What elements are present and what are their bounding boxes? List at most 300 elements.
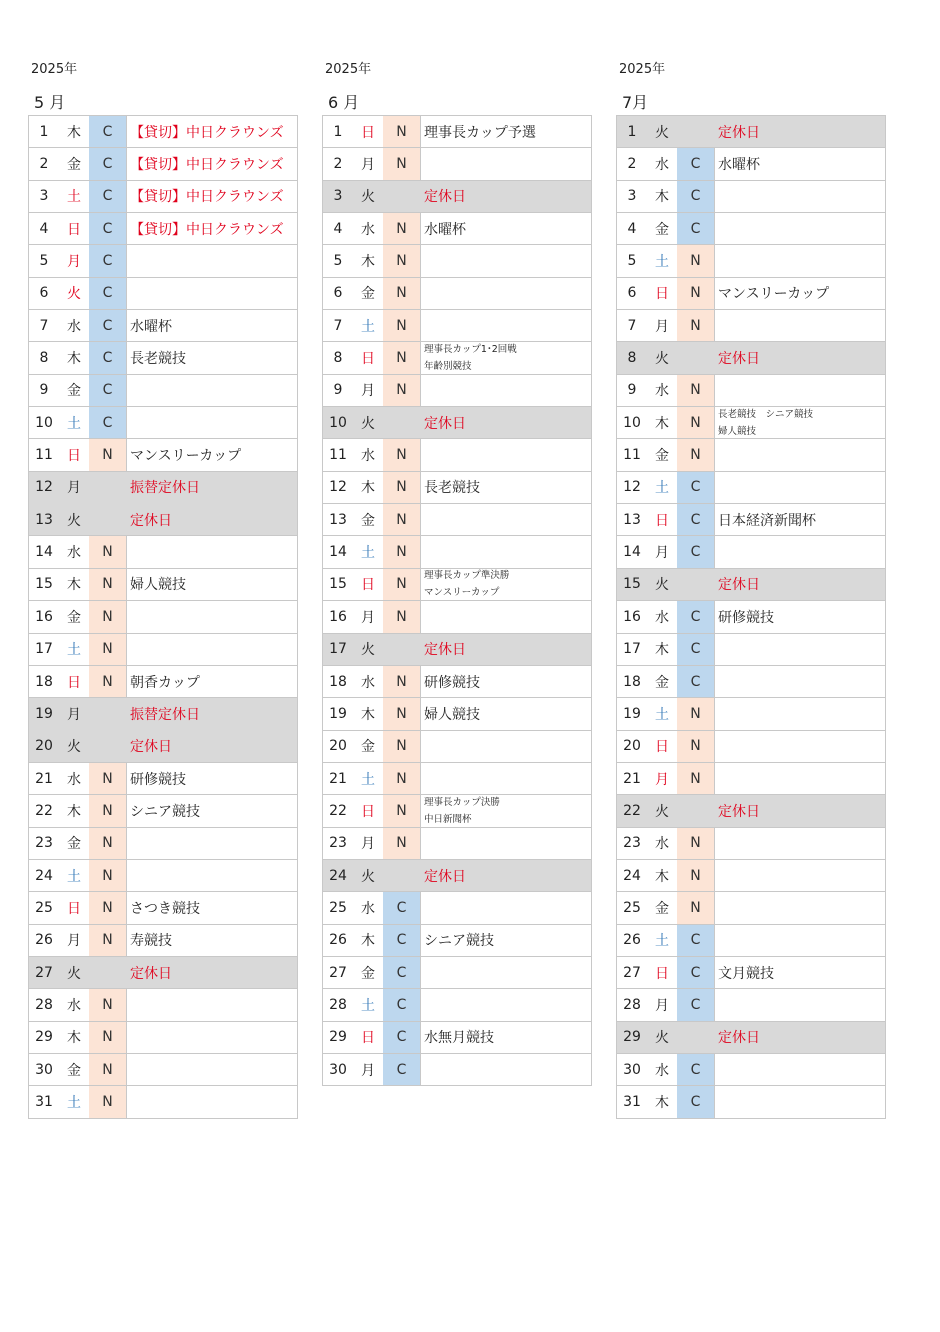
weekday: 金	[67, 157, 81, 174]
event-cell: 【貸切】中日クラウンズ	[126, 116, 297, 147]
day-number: 5	[627, 253, 637, 270]
event-cell: 長老競技	[126, 342, 297, 373]
day-number: 27	[329, 964, 347, 981]
weekday: 水	[361, 448, 375, 465]
calendar-row	[29, 731, 297, 763]
day-number: 7	[627, 317, 637, 334]
day-number: 26	[35, 932, 53, 949]
day-number: 30	[35, 1061, 53, 1078]
weekday: 月	[361, 383, 375, 400]
calendar-row	[29, 828, 297, 860]
course-code: N	[89, 763, 126, 794]
event-cell	[126, 1086, 297, 1117]
course-code: N	[89, 1086, 126, 1117]
course-code: C	[383, 989, 420, 1020]
month-label: 5 月	[34, 93, 66, 112]
course-code: N	[383, 148, 420, 179]
day-number: 25	[35, 899, 53, 916]
course-code: C	[89, 148, 126, 179]
calendar-row	[617, 148, 885, 180]
course-code: N	[89, 439, 126, 470]
weekday: 月	[655, 318, 669, 335]
weekday: 土	[361, 318, 375, 335]
calendar-row	[323, 504, 591, 536]
calendar-row	[617, 666, 885, 698]
weekday: 木	[655, 415, 669, 432]
weekday: 金	[655, 674, 669, 691]
day-number: 25	[329, 899, 347, 916]
weekday: 水	[361, 900, 375, 917]
event-cell	[714, 536, 885, 567]
course-code: C	[677, 504, 714, 535]
weekday: 日	[361, 577, 375, 594]
event-cell	[714, 1054, 885, 1085]
day-number: 26	[623, 932, 641, 949]
day-number: 8	[627, 350, 637, 367]
day-number: 28	[35, 996, 53, 1013]
course-code	[383, 860, 420, 891]
event-cell: 寿競技	[126, 925, 297, 956]
event-line: 理事長カップ決勝	[424, 796, 500, 808]
course-code: N	[383, 698, 420, 729]
calendar-row	[29, 763, 297, 795]
event-cell	[714, 213, 885, 244]
calendar-row	[323, 342, 591, 374]
day-number: 15	[329, 576, 347, 593]
event-cell	[714, 925, 885, 956]
calendar-row	[617, 504, 885, 536]
course-code: N	[383, 213, 420, 244]
event-line: 婦人競技	[718, 425, 757, 437]
weekday: 水	[67, 545, 81, 562]
event-cell: マンスリーカップ	[714, 278, 885, 309]
calendar-row	[323, 731, 591, 763]
course-code: N	[677, 828, 714, 859]
weekday: 木	[655, 868, 669, 885]
calendar-row	[617, 989, 885, 1021]
event-cell: 定休日	[714, 116, 885, 147]
calendar-row	[29, 925, 297, 957]
event-cell	[420, 892, 591, 923]
event-cell	[420, 536, 591, 567]
course-code: N	[383, 828, 420, 859]
day-number: 29	[35, 1029, 53, 1046]
calendar-row	[29, 601, 297, 633]
event-cell	[126, 278, 297, 309]
calendar-row	[617, 795, 885, 827]
weekday: 金	[67, 383, 81, 400]
weekday: 金	[67, 609, 81, 626]
event-cell	[714, 698, 885, 729]
course-code: N	[89, 1022, 126, 1053]
event-cell	[714, 666, 885, 697]
event-cell: 婦人競技	[126, 569, 297, 600]
course-code: N	[383, 116, 420, 147]
course-code: N	[89, 925, 126, 956]
day-number: 25	[623, 899, 641, 916]
weekday: 日	[67, 900, 81, 917]
course-code	[677, 342, 714, 373]
day-number: 9	[333, 382, 343, 399]
course-code	[677, 1022, 714, 1053]
weekday: 水	[67, 318, 81, 335]
weekday: 土	[361, 997, 375, 1014]
calendar-row	[323, 763, 591, 795]
course-code: C	[677, 957, 714, 988]
weekday: 土	[67, 868, 81, 885]
calendar-row	[29, 213, 297, 245]
event-cell: 【貸切】中日クラウンズ	[126, 213, 297, 244]
course-code: C	[89, 375, 126, 406]
calendar-row	[617, 213, 885, 245]
event-cell: 文月競技	[714, 957, 885, 988]
day-number: 10	[329, 414, 347, 431]
weekday: 水	[655, 383, 669, 400]
calendar-row	[323, 666, 591, 698]
event-cell: 長老競技	[420, 472, 591, 503]
weekday: 金	[655, 448, 669, 465]
course-code: N	[677, 698, 714, 729]
day-number: 3	[333, 188, 343, 205]
day-number: 2	[39, 156, 49, 173]
course-code: C	[677, 181, 714, 212]
calendar-row	[29, 472, 297, 504]
weekday: 金	[67, 1062, 81, 1079]
event-cell: 定休日	[714, 342, 885, 373]
course-code: C	[89, 116, 126, 147]
weekday: 水	[655, 1062, 669, 1079]
day-number: 22	[35, 802, 53, 819]
course-code: N	[89, 795, 126, 826]
calendar-row	[323, 989, 591, 1021]
day-number: 14	[35, 544, 53, 561]
weekday: 月	[67, 933, 81, 950]
course-code: N	[383, 439, 420, 470]
course-code: N	[383, 601, 420, 632]
day-number: 24	[35, 867, 53, 884]
calendar-row	[617, 375, 885, 407]
calendar-row	[323, 116, 591, 148]
event-cell: 研修競技	[420, 666, 591, 697]
course-code: C	[383, 892, 420, 923]
course-code: N	[383, 569, 420, 600]
event-cell: 振替定休日	[126, 472, 297, 503]
calendar-row	[323, 310, 591, 342]
weekday: 木	[655, 642, 669, 659]
weekday: 金	[361, 286, 375, 303]
calendar-row	[617, 828, 885, 860]
event-cell	[126, 634, 297, 665]
event-cell	[126, 1054, 297, 1085]
day-number: 18	[623, 673, 641, 690]
calendar-row	[29, 892, 297, 924]
day-number: 9	[39, 382, 49, 399]
event-cell	[420, 828, 591, 859]
weekday: 金	[361, 965, 375, 982]
calendar-row	[617, 245, 885, 277]
calendar-row	[617, 860, 885, 892]
course-code: N	[383, 731, 420, 762]
event-cell	[126, 407, 297, 438]
course-code: N	[89, 601, 126, 632]
calendar-row	[617, 181, 885, 213]
course-code: N	[677, 860, 714, 891]
day-number: 6	[627, 285, 637, 302]
event-cell	[420, 795, 591, 826]
course-code: C	[677, 601, 714, 632]
weekday: 日	[655, 286, 669, 303]
event-cell: 朝香カップ	[126, 666, 297, 697]
course-code: C	[677, 1086, 714, 1117]
day-number: 20	[623, 738, 641, 755]
event-cell: 定休日	[420, 407, 591, 438]
course-code: C	[89, 342, 126, 373]
day-number: 14	[623, 544, 641, 561]
event-cell: 水曜杯	[126, 310, 297, 341]
weekday: 水	[361, 674, 375, 691]
day-number: 10	[623, 414, 641, 431]
course-code: C	[677, 1054, 714, 1085]
event-cell	[714, 310, 885, 341]
day-number: 26	[329, 932, 347, 949]
course-code: C	[383, 1054, 420, 1085]
event-line: 年齢別競技	[424, 361, 472, 373]
event-cell: 水曜杯	[420, 213, 591, 244]
course-code: C	[677, 634, 714, 665]
calendar-row	[29, 310, 297, 342]
calendar-row	[617, 957, 885, 989]
calendar-row	[617, 278, 885, 310]
weekday: 水	[67, 771, 81, 788]
day-number: 9	[627, 382, 637, 399]
course-code	[89, 698, 126, 729]
course-code: N	[383, 763, 420, 794]
course-code: C	[677, 536, 714, 567]
course-code: C	[677, 989, 714, 1020]
event-cell	[420, 375, 591, 406]
course-code: C	[89, 213, 126, 244]
event-cell: 婦人競技	[420, 698, 591, 729]
day-number: 16	[35, 608, 53, 625]
calendar-row	[617, 536, 885, 568]
weekday: 水	[655, 836, 669, 853]
weekday: 火	[67, 286, 81, 303]
course-code: N	[89, 1054, 126, 1085]
calendar-row	[617, 1054, 885, 1086]
calendar-row	[323, 1022, 591, 1054]
event-cell	[714, 989, 885, 1020]
weekday: 木	[655, 189, 669, 206]
calendar-row	[323, 925, 591, 957]
course-code: N	[89, 666, 126, 697]
weekday: 日	[361, 1030, 375, 1047]
course-code: N	[677, 245, 714, 276]
event-cell: マンスリーカップ	[126, 439, 297, 470]
day-number: 21	[623, 770, 641, 787]
day-number: 30	[329, 1061, 347, 1078]
weekday: 金	[361, 739, 375, 756]
calendar-table	[616, 115, 886, 1119]
event-cell: 理事長カップ予選	[420, 116, 591, 147]
event-cell	[420, 342, 591, 373]
calendar-row	[617, 472, 885, 504]
day-number: 17	[623, 641, 641, 658]
calendar-row	[29, 957, 297, 989]
calendar-row	[617, 925, 885, 957]
weekday: 日	[361, 351, 375, 368]
year-label: 2025年	[31, 62, 78, 77]
event-cell	[420, 731, 591, 762]
course-code: C	[383, 957, 420, 988]
day-number: 18	[35, 673, 53, 690]
weekday: 月	[361, 157, 375, 174]
event-cell: さつき競技	[126, 892, 297, 923]
course-code: N	[383, 795, 420, 826]
course-code	[677, 116, 714, 147]
event-cell: 研修競技	[126, 763, 297, 794]
day-number: 13	[329, 511, 347, 528]
weekday: 日	[361, 803, 375, 820]
weekday: 木	[67, 577, 81, 594]
weekday: 水	[361, 221, 375, 238]
course-code: N	[383, 278, 420, 309]
day-number: 21	[329, 770, 347, 787]
weekday: 火	[655, 577, 669, 594]
day-number: 23	[35, 835, 53, 852]
month-label: 6 月	[328, 93, 360, 112]
calendar-row	[617, 892, 885, 924]
event-cell	[420, 148, 591, 179]
event-cell: 定休日	[126, 504, 297, 535]
day-number: 12	[35, 479, 53, 496]
weekday: 月	[67, 254, 81, 271]
course-code: C	[677, 213, 714, 244]
day-number: 31	[623, 1093, 641, 1110]
calendar-row	[323, 1054, 591, 1086]
course-code: N	[383, 536, 420, 567]
event-cell	[714, 731, 885, 762]
weekday: 土	[655, 254, 669, 271]
weekday: 金	[655, 900, 669, 917]
event-cell	[714, 634, 885, 665]
course-code: N	[383, 504, 420, 535]
calendar-row	[617, 731, 885, 763]
day-number: 3	[627, 188, 637, 205]
weekday: 火	[67, 512, 81, 529]
day-number: 19	[329, 705, 347, 722]
day-number: 11	[623, 447, 641, 464]
calendar-row	[29, 375, 297, 407]
calendar-row	[29, 116, 297, 148]
course-code: C	[383, 1022, 420, 1053]
day-number: 4	[39, 220, 49, 237]
event-cell	[126, 989, 297, 1020]
day-number: 4	[627, 220, 637, 237]
day-number: 1	[39, 123, 49, 140]
calendar-row	[29, 860, 297, 892]
day-number: 15	[35, 576, 53, 593]
day-number: 19	[35, 705, 53, 722]
year-label: 2025年	[619, 62, 666, 77]
day-number: 23	[623, 835, 641, 852]
course-code	[89, 472, 126, 503]
day-number: 27	[623, 964, 641, 981]
calendar-row	[323, 957, 591, 989]
day-number: 28	[329, 996, 347, 1013]
event-cell: 振替定休日	[126, 698, 297, 729]
calendar-row	[29, 1086, 297, 1118]
calendar-row	[323, 278, 591, 310]
course-code: N	[89, 892, 126, 923]
day-number: 22	[329, 802, 347, 819]
day-number: 5	[333, 253, 343, 270]
event-cell	[126, 1022, 297, 1053]
calendar-row	[323, 181, 591, 213]
event-cell	[714, 828, 885, 859]
calendar-row	[323, 472, 591, 504]
event-cell	[420, 989, 591, 1020]
course-code: C	[89, 310, 126, 341]
weekday: 土	[67, 189, 81, 206]
course-code: C	[89, 278, 126, 309]
event-cell	[126, 536, 297, 567]
day-number: 29	[329, 1029, 347, 1046]
course-code: N	[677, 439, 714, 470]
course-code: N	[89, 569, 126, 600]
event-cell	[126, 375, 297, 406]
event-cell	[420, 601, 591, 632]
weekday: 木	[655, 1094, 669, 1111]
weekday: 木	[361, 933, 375, 950]
event-cell	[420, 439, 591, 470]
weekday: 木	[361, 254, 375, 271]
calendar-row	[29, 181, 297, 213]
day-number: 18	[329, 673, 347, 690]
event-line: 長老競技 シニア競技	[718, 408, 814, 420]
weekday: 火	[361, 642, 375, 659]
event-cell: 【貸切】中日クラウンズ	[126, 148, 297, 179]
weekday: 月	[67, 480, 81, 497]
calendar-row	[617, 342, 885, 374]
day-number: 6	[39, 285, 49, 302]
calendar-row	[29, 666, 297, 698]
event-cell	[420, 310, 591, 341]
calendar-row	[29, 989, 297, 1021]
day-number: 13	[623, 511, 641, 528]
calendar-row	[323, 601, 591, 633]
year-label: 2025年	[325, 62, 372, 77]
event-cell	[126, 828, 297, 859]
event-cell: シニア競技	[420, 925, 591, 956]
weekday: 火	[655, 124, 669, 141]
day-number: 24	[329, 867, 347, 884]
event-cell	[420, 957, 591, 988]
calendar-row	[617, 601, 885, 633]
calendar-row	[617, 698, 885, 730]
calendar-row	[617, 1086, 885, 1118]
event-cell	[420, 245, 591, 276]
course-code: N	[677, 278, 714, 309]
calendar-row	[323, 439, 591, 471]
event-cell: 定休日	[420, 860, 591, 891]
calendar-row	[323, 892, 591, 924]
day-number: 12	[623, 479, 641, 496]
calendar-row	[617, 439, 885, 471]
course-code: N	[383, 310, 420, 341]
calendar-row	[617, 763, 885, 795]
course-code: C	[677, 925, 714, 956]
day-number: 16	[623, 608, 641, 625]
